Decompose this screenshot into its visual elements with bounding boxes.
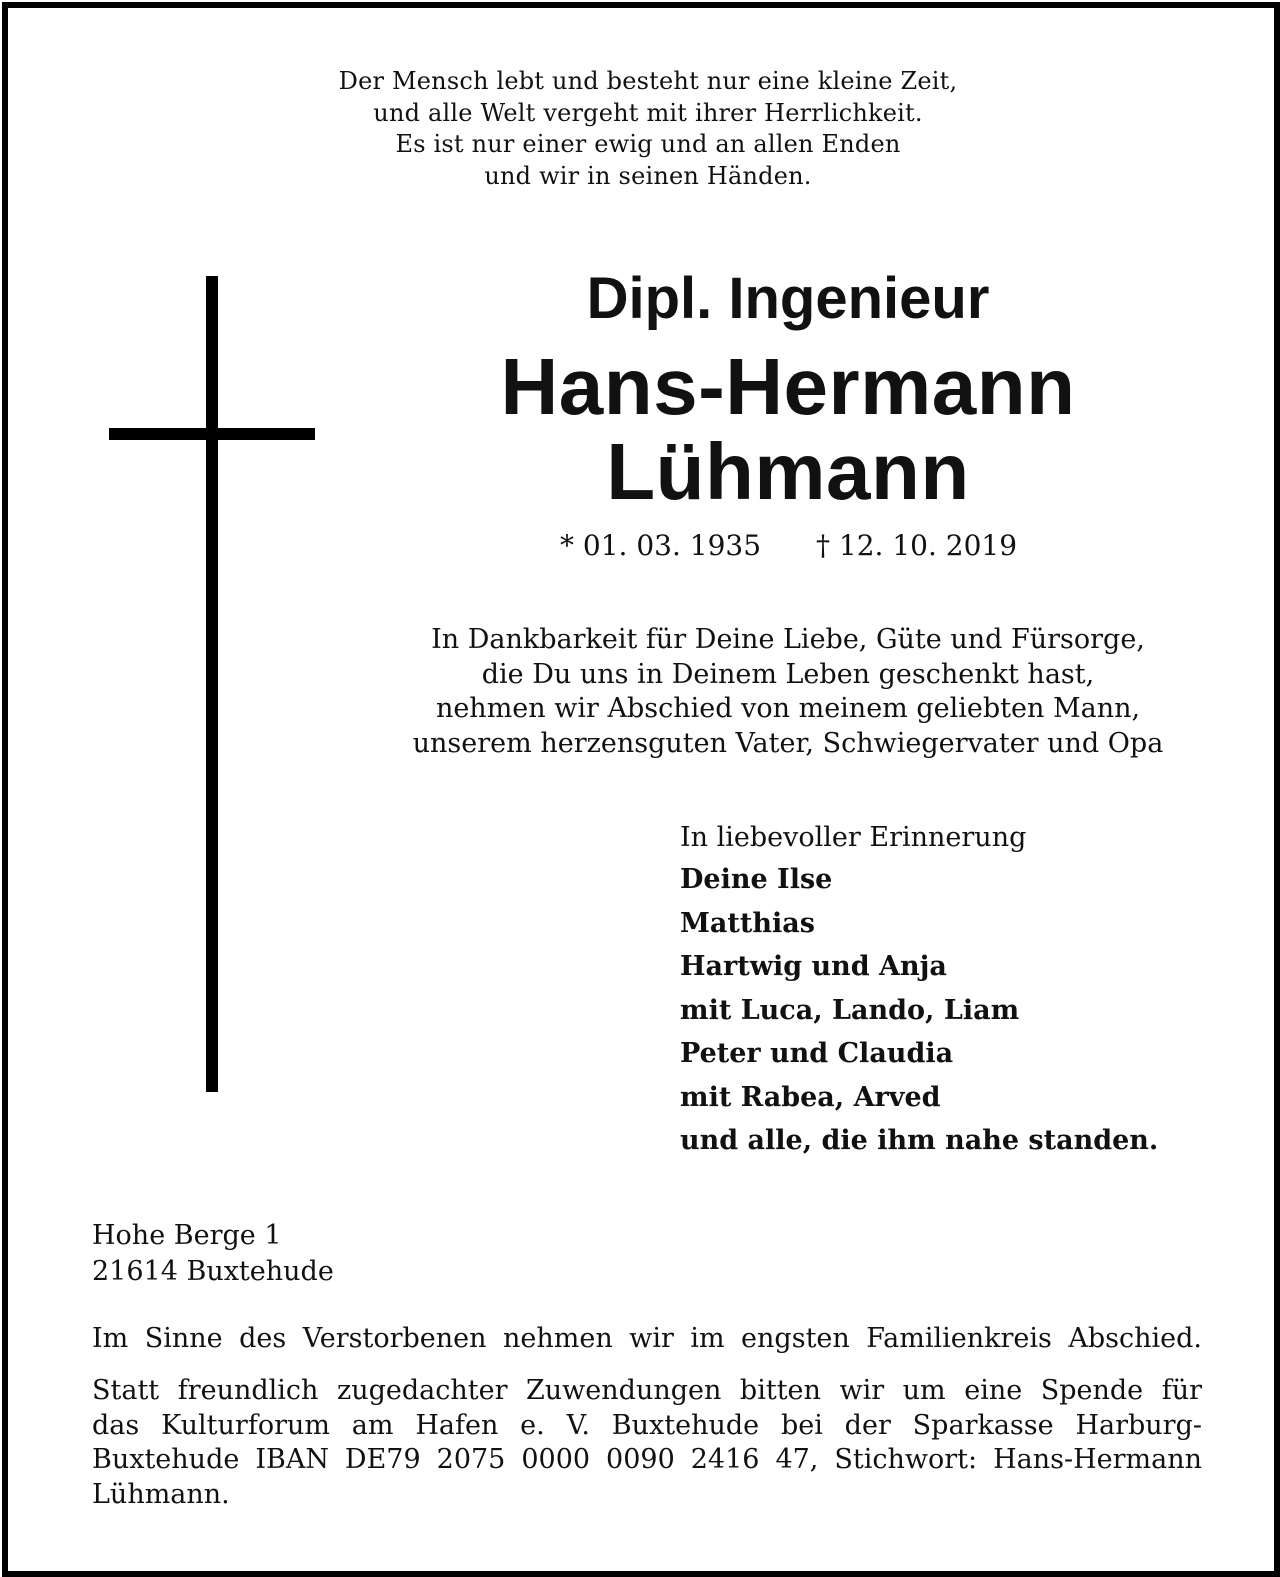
- death-date: † 12. 10. 2019: [816, 529, 1018, 562]
- family-member: Peter und Claudia: [680, 1038, 954, 1069]
- thanks-line: die Du uns in Deinem Leben geschenkt hast,: [481, 658, 1095, 690]
- family-intro: In liebevoller Erinnerung: [680, 822, 1027, 853]
- verse-line: Es ist nur einer ewig und an allen Enden: [395, 130, 901, 158]
- deceased-first-name: Hans-Hermann: [500, 342, 1076, 431]
- birth-date: * 01. 03. 1935: [560, 529, 762, 562]
- address: [92, 1218, 334, 1290]
- verse: [168, 66, 1128, 192]
- family-member: Deine Ilse: [680, 864, 833, 895]
- donation-notice: [92, 1374, 1202, 1512]
- thanks-line: In Dankbarkeit für Deine Liebe, Güte und Fürsorge,: [431, 624, 1145, 655]
- cross-icon-beam: [109, 428, 315, 440]
- family-member: und alle, die ihm nahe standen.: [680, 1125, 1159, 1156]
- obituary-frame: [2, 2, 1280, 1577]
- donation-line: Lühmann.: [92, 1478, 230, 1510]
- donation-line: Buxtehude IBAN DE79 2075 0000 0090 2416 47, Stichwort: Hans-Hermann: [92, 1444, 1202, 1475]
- family-signatures: [680, 818, 1158, 1163]
- donation-line: das Kulturforum am Hafen e. V. Buxtehude bei der Sparkasse Harburg-: [92, 1409, 1202, 1441]
- farewell-notice: Im Sinne des Verstorbenen nehmen wir im engsten Familienkreis Abschied.: [92, 1323, 1202, 1354]
- address-street: Hohe Berge 1: [92, 1220, 282, 1251]
- cross-icon: [206, 276, 218, 1092]
- deceased-title: Dipl. Ingenieur: [586, 266, 990, 331]
- verse-line: Der Mensch lebt und besteht nur eine kleine Zeit,: [338, 67, 958, 95]
- family-member: mit Luca, Lando, Liam: [680, 994, 1020, 1026]
- family-member: Hartwig und Anja: [680, 951, 947, 982]
- address-city: 21614 Buxtehude: [92, 1256, 334, 1287]
- family-member: Matthias: [680, 907, 815, 939]
- thanks-text: [368, 623, 1208, 761]
- thanks-line: nehmen wir Abschied von meinem geliebten Mann,: [435, 693, 1141, 724]
- donation-line: Statt freundlich zugedachter Zuwendungen bitten wir um eine Spende für: [92, 1375, 1202, 1406]
- verse-line: und alle Welt vergeht mit ihrer Herrlichkeit.: [373, 98, 923, 127]
- thanks-line: unserem herzensguten Vater, Schwiegervater und Opa: [412, 727, 1164, 759]
- deceased-last-name: Lühmann: [606, 427, 970, 516]
- verse-line: und wir in seinen Händen.: [484, 161, 812, 190]
- family-member: mit Rabea, Arved: [680, 1081, 941, 1113]
